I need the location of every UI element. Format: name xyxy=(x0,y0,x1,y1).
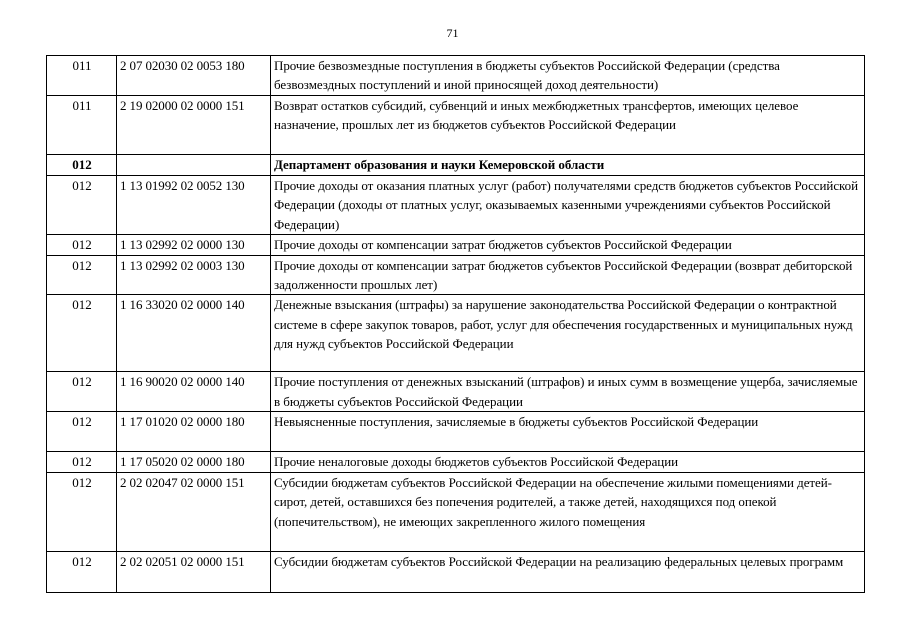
admin-code-cell: 012 xyxy=(47,155,117,176)
table-row xyxy=(47,295,865,372)
admin-code-cell: 012 xyxy=(47,472,117,551)
budget-code-cell: 2 07 02030 02 0053 180 xyxy=(117,56,271,96)
budget-code-cell: 1 13 02992 02 0003 130 xyxy=(117,255,271,295)
budget-code-cell: 1 16 33020 02 0000 140 xyxy=(117,295,271,372)
budget-code-cell: 2 19 02000 02 0000 151 xyxy=(117,96,271,155)
budget-code-cell xyxy=(117,155,271,176)
revenue-name-cell: Денежные взыскания (штрафы) за нарушение законодательства Российской Федерации о контрактной системе в сфере закупок товаров, работ, услуг для обеспечения государственных и муниципальных нужд для нужд субъектов Российской Федерации xyxy=(271,295,865,372)
admin-code-cell: 012 xyxy=(47,452,117,472)
budget-code-cell: 2 02 02051 02 0000 151 xyxy=(117,551,271,592)
revenue-name-cell: Прочие неналоговые доходы бюджетов субъектов Российской Федерации xyxy=(271,452,865,472)
revenue-name-cell: Прочие поступления от денежных взысканий (штрафов) и иных сумм в возмещение ущерба, зачисляемые в бюджеты субъектов Российской Федерации xyxy=(271,372,865,412)
budget-classification-table xyxy=(46,55,865,593)
admin-code-cell: 012 xyxy=(47,295,117,372)
budget-code-cell: 1 17 05020 02 0000 180 xyxy=(117,452,271,472)
revenue-name-cell: Прочие доходы от компенсации затрат бюджетов субъектов Российской Федерации (возврат дебиторской задолженности прошлых лет) xyxy=(271,255,865,295)
revenue-name-cell: Возврат остатков субсидий, субвенций и иных межбюджетных трансфертов, имеющих целевое назначение, прошлых лет из бюджетов субъектов Российской Федерации xyxy=(271,96,865,155)
revenue-name-cell: Прочие безвозмездные поступления в бюджеты субъектов Российской Федерации (средства безвозмездных поступлений и иной приносящей доход деятельности) xyxy=(271,56,865,96)
revenue-name-cell: Субсидии бюджетам субъектов Российской Федерации на реализацию федеральных целевых программ xyxy=(271,551,865,592)
admin-code-cell: 012 xyxy=(47,412,117,452)
table-row xyxy=(47,551,865,592)
table-row xyxy=(47,255,865,295)
admin-code-cell: 012 xyxy=(47,372,117,412)
revenue-name-cell: Прочие доходы от оказания платных услуг (работ) получателями средств бюджетов субъектов Российской Федерации (доходы от платных услуг, оказываемых казенными учреждениями субъектов Российской Федерации) xyxy=(271,176,865,235)
admin-code-cell: 012 xyxy=(47,176,117,235)
admin-code-cell: 012 xyxy=(47,551,117,592)
table-row xyxy=(47,372,865,412)
budget-code-cell: 1 13 02992 02 0000 130 xyxy=(117,235,271,255)
admin-code-cell: 012 xyxy=(47,255,117,295)
table-row xyxy=(47,176,865,235)
revenue-name-cell: Прочие доходы от компенсации затрат бюджетов субъектов Российской Федерации xyxy=(271,235,865,255)
admin-code-cell: 011 xyxy=(47,56,117,96)
admin-code-cell: 012 xyxy=(47,235,117,255)
table-row xyxy=(47,412,865,452)
revenue-name-cell: Невыясненные поступления, зачисляемые в бюджеты субъектов Российской Федерации xyxy=(271,412,865,452)
revenue-name-cell: Субсидии бюджетам субъектов Российской Федерации на обеспечение жилыми помещениями детей-сирот, детей, оставшихся без попечения родителей, а также детей, находящихся под опекой (попечительством), не имеющих закрепленного жилого помещения xyxy=(271,472,865,551)
table-row xyxy=(47,472,865,551)
department-header-row xyxy=(47,155,865,176)
table-row xyxy=(47,235,865,255)
table-row xyxy=(47,56,865,96)
department-name-cell: Департамент образования и науки Кемеровской области xyxy=(271,155,865,176)
table-row xyxy=(47,452,865,472)
budget-code-cell: 1 17 01020 02 0000 180 xyxy=(117,412,271,452)
budget-code-cell: 2 02 02047 02 0000 151 xyxy=(117,472,271,551)
table-row xyxy=(47,96,865,155)
budget-code-cell: 1 13 01992 02 0052 130 xyxy=(117,176,271,235)
budget-code-cell: 1 16 90020 02 0000 140 xyxy=(117,372,271,412)
admin-code-cell: 011 xyxy=(47,96,117,155)
page-number: 71 xyxy=(446,26,459,40)
